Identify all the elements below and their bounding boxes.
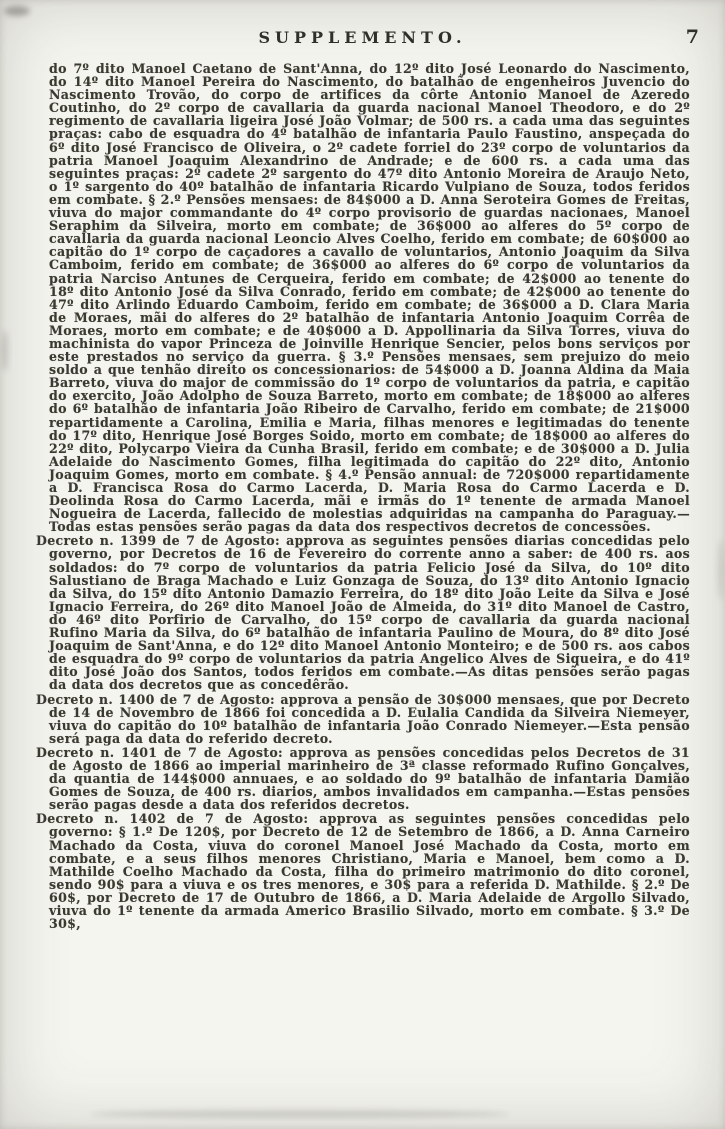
page-number: 7: [685, 26, 699, 48]
document-body: [36, 62, 690, 931]
page-header: [0, 28, 725, 54]
para-pensions-continuation: do 7º dito Manoel Caetano de Sant'Anna, do 12º dito José Leonardo do Nascimento, do 14º dito Manoel Pereira do Nascimento, do batalhão de engenheiros Juvencio do Nascimento Trovão, do corpo de artifices da côrte Antonio Manoel de Azeredo Coutinho, do 2º corpo de cavallaria da guarda nacional Manoel Theodoro, e do 2º regimento de cavallaria ligeira José João Volmar; de 500 rs. a cada uma das seguintes praças: cabo de esquadra do 4º batalhão de infantaria Paulo Faustino, anspeçada do 6º dito José Francisco de Oliveira, o 2º cadete forriel do 23º corpo de voluntarios da patria Manoel Joaquim Alexandrino de Andrade; e de 600 rs. a cada uma das seguintes praças: 2º cadete 2º sargento do 47º dito Antonio Moreira de Araujo Neto, o 1º sargento do 40º batalhão de infantaria Ricardo Vulpiano de Souza, todos feridos em combate. § 2.º Pensões mensaes: de 84$000 a D. Anna Seroteira Gomes de Freitas, viuva do major commandante do 4º corpo provisorio de guardas nacionaes, Manoel Seraphim da Silveira, morto em combate; de 36$000 ao alferes do 5º corpo de cavallaria da guarda nacional Leoncio Alves Coelho, ferido em combate; de 60$000 ao capitão do 1º corpo de caçadores a cavallo de voluntarios, Antonio Joaquim da Silva Camboim, ferido em combate; de 36$000 ao alferes do 6º corpo de voluntarios da patria Narciso Antunes de Cerqueira, ferido em combate; de 42$000 ao tenente do 18º dito Antonio José da Silva Conrado, ferido em combate; de 42$000 ao tenente do 47º dito Arlindo Eduardo Camboim, ferido em combate; de 36$000 a D. Clara Maria de Moraes, mãi do alferes do 2º batalhão de infantaria Antonio Joaquim Corrêa de Moraes, morto em combate; e de 40$000 a D. Appollinaria da Silva Torres, viuva do machinista do vapor Princeza de Joinville Henrique Sencier, pelos bons serviços por este prestados no serviço da guerra. § 3.º Pensões mensaes, sem prejuizo do meio soldo a que tenhão direito os concessionarios: de 54$000 a D. Joanna Aldina da Maia Barreto, viuva do major de commissão do 1º corpo de voluntarios da patria, e capitão do exercito, João Adolpho de Souza Barreto, morto em combate; de 18$000 ao alferes do 6º batalhão de infantaria João Ribeiro de Carvalho, ferido em combate; de 21$000 repartidamente a Carolina, Emilia e Maria, filhas menores e legitimadas do tenente do 17º dito, Henrique José Borges Soido, morto em combate; de 18$000 ao alferes do 22º dito, Polycarpo Vieira da Cunha Brasil, ferido em combate; e de 30$000 a D. Julia Adelaide do Nascimento Gomes, filha legitimada do capitão do 22º dito, Antonio Joaquim Gomes, morto em combate. § 4.º Pensão annual: de 720$000 repartidamente a D. Francisca Rosa do Carmo Lacerda, D. Maria Rosa do Carmo Lacerda e D. Deolinda Rosa do Carmo Lacerda, mãi e irmãs do 1º tenente de armada Manoel Nogueira de Lacerda, fallecido de molestias adquiridas na campanha do Paraguay.—Todas estas pensões serão pagas da data dos respectivos decretos de concessões.: [49, 61, 690, 535]
scan-artifact: [90, 1110, 510, 1118]
para-decreto-1402: Decreto n. 1402 de 7 de Agosto: approva as seguintes pensões concedidas pelo governo: § 1.º De 120$, por Decreto de 12 de Setembro de 1866, a D. Anna Carneiro Machado da Costa, viuva do coronel Manoel José Machado da Costa, morto em combate, e a seus filhos menores Christiano, Maria e Manoel, bem como a D. Mathilde Coelho Machado da Costa, filha do primeiro matrimonio do dito coronel, sendo 90$ para a viuva e os tres menores, e 30$ para a referida D. Mathilde. § 2.º De 60$, por Decreto de 17 de Outubro de 1866, a D. Maria Adelaide de Argollo Silvado, viuva do 1º tenente da armada Americo Brasilio Silvado, morto em combate. § 3.º De 30$,: [36, 811, 690, 932]
para-decreto-1400: Decreto n. 1400 de 7 de Agosto: approva a pensão de 30$000 mensaes, que por Decreto de 14 de Novembro de 1866 foi concedida a D. Eulalia Candida da Silveira Niemeyer, viuva do capitão do 10º batalhão de infantaria João Conrado Niemeyer.—Esta pensão será paga da data do referido decreto.: [36, 691, 690, 746]
scan-artifact: [2, 330, 8, 372]
scan-artifact: [718, 540, 723, 600]
para-decreto-1401: Decreto n. 1401 de 7 de Agosto: approva as pensões concedidas pelos Decretos de 31 de Agosto de 1866 ao imperial marinheiro de 3ª classe reformado Rufino Gonçalves, da quantia de 144$000 annuaes, e ao soldado do 9º batalhão de infantaria Damião Gomes de Souza, de 400 rs. diarios, ambos invalidados em campanha.—Estas pensões serão pagas desde a data dos referidos decretos.: [36, 744, 690, 813]
scan-artifact: [4, 6, 30, 16]
para-decreto-1399: Decreto n. 1399 de 7 de Agosto: approva as seguintes pensões diarias concedidas pelo governo, por Decretos de 16 de Fevereiro do corrente anno a saber: de 400 rs. aos soldados: do 7º corpo de voluntarios da patria Felicio José da Silva, do 10º dito Salustiano de Braga Machado e Luiz Gonzaga de Souza, do 13º dito Antonio Ignacio da Silva, do 15º dito Antonio Damazio Ferreira, do 18º dito João Leite da Silva e José Ignacio Ferreira, do 26º dito Manoel João de Almeida, do 31º dito Manoel de Castro, do 46º dito Porfirio de Carvalho, do 15º corpo de cavallaria da guarda nacional Rufino Maria da Silva, do 6º batalhão de infantaria Paulino de Moura, do 8º dito José Joaquim de Sant'Anna, e do 12º dito Manoel Antonio Monteiro; e de 500 rs. aos cabos de esquadra do 9º corpo de voluntarios da patria Angelico Alves de Siqueira, e do 41º dito José João dos Santos, todos feridos em combate.—As ditas pensões serão pagas da data dos decretos que as concedêrão.: [36, 533, 690, 693]
page-title: SUPPLEMENTO.: [258, 28, 467, 47]
